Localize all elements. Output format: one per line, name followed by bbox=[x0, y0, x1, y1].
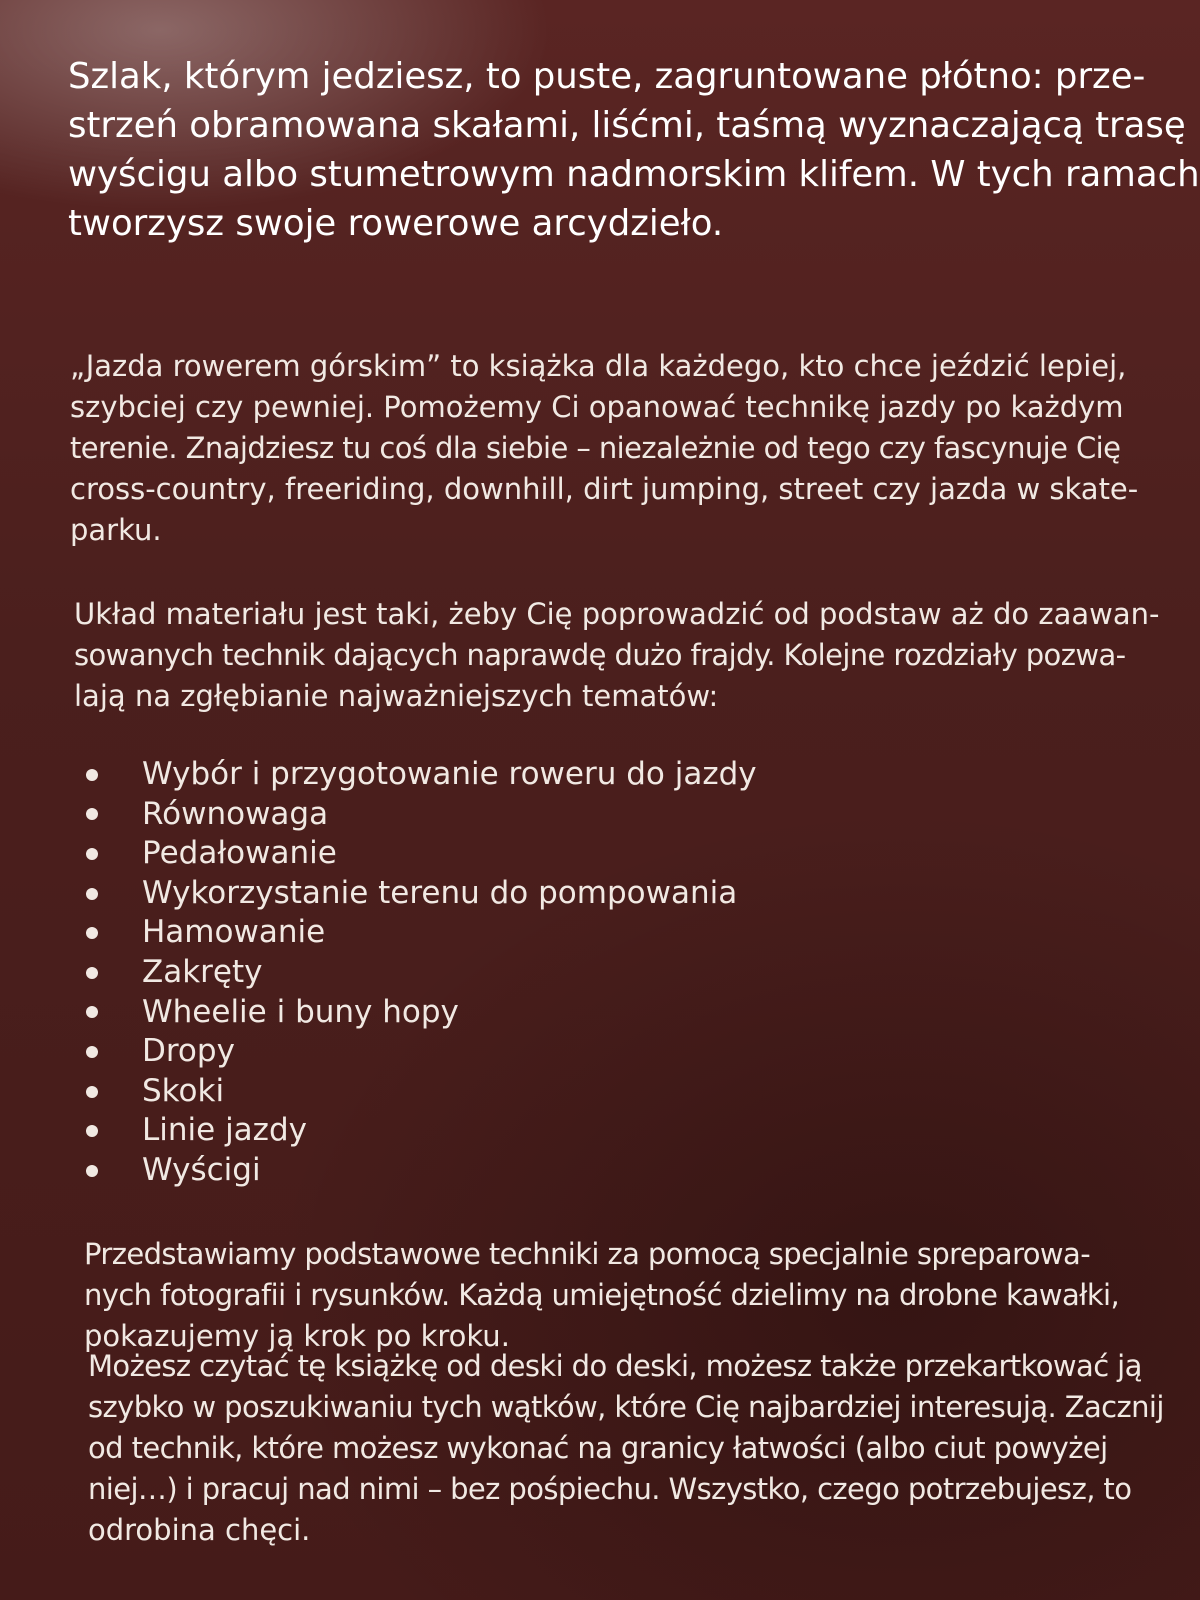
bullet-icon bbox=[86, 967, 98, 979]
intro-line: tworzysz swoje rowerowe arcydzieło. bbox=[68, 203, 724, 244]
text-line: szybko w poszukiwaniu tych wątków, które Cię najbardziej interesują. Zacznij bbox=[88, 1390, 1164, 1424]
topic-item bbox=[86, 1111, 757, 1151]
text-line: „Jazda rowerem górskim” to książka dla każdego, kto chce jeździć lepiej, bbox=[70, 349, 1127, 383]
topic-label: Skoki bbox=[142, 1072, 225, 1109]
bullet-icon bbox=[86, 769, 98, 781]
text-line: Przedstawiamy podstawowe techniki za pomocą specjalnie spreparowa- bbox=[84, 1237, 1091, 1271]
topic-item bbox=[86, 1151, 757, 1191]
intro-paragraph bbox=[68, 52, 1200, 248]
text-line: parku. bbox=[70, 513, 162, 547]
bullet-icon bbox=[86, 808, 98, 820]
topic-item bbox=[86, 834, 757, 874]
bullet-icon bbox=[86, 1086, 98, 1098]
topic-item bbox=[86, 953, 757, 993]
topic-item bbox=[86, 874, 757, 914]
topic-item bbox=[86, 795, 757, 835]
text-line: sowanych technik dających naprawdę dużo frajdy. Kolejne rozdziały pozwa- bbox=[74, 638, 1126, 672]
topic-label: Wybór i przygotowanie roweru do jazdy bbox=[142, 756, 757, 792]
techniques-paragraph bbox=[84, 1234, 1119, 1357]
topic-item bbox=[86, 913, 757, 953]
reading-advice-paragraph bbox=[88, 1346, 1164, 1551]
text-line: szybciej czy pewniej. Pomożemy Ci opanować technikę jazdy po każdym bbox=[70, 390, 1124, 424]
bullet-icon bbox=[86, 1006, 98, 1018]
topic-label: Linie jazdy bbox=[142, 1112, 307, 1149]
intro-line: strzeń obramowana skałami, liśćmi, taśmą wyznaczającą trasę bbox=[68, 105, 1186, 146]
bullet-icon bbox=[86, 888, 98, 900]
text-line: nych fotografii i rysunków. Każdą umiejętność dzielimy na drobne kawałki, bbox=[84, 1278, 1120, 1312]
text-line: od technik, które możesz wykonać na granicy łatwości (albo ciut powyżej bbox=[88, 1431, 1108, 1465]
bullet-icon bbox=[86, 848, 98, 860]
topic-label: Wykorzystanie terenu do pompowania bbox=[142, 874, 738, 911]
topic-label: Hamowanie bbox=[142, 914, 326, 951]
topic-label: Pedałowanie bbox=[142, 835, 337, 872]
topic-item bbox=[86, 755, 757, 795]
intro-line: wyścigu albo stumetrowym nadmorskim klifem. W tych ramach bbox=[68, 154, 1200, 195]
book-description-paragraph bbox=[70, 346, 1138, 551]
bullet-icon bbox=[86, 927, 98, 939]
text-line: niej…) i pracuj nad nimi – bez pośpiechu. Wszystko, czego potrzebujesz, to bbox=[88, 1472, 1132, 1506]
text-line: odrobina chęci. bbox=[88, 1513, 311, 1547]
topic-label: Równowaga bbox=[142, 795, 329, 832]
text-line: cross-country, freeriding, downhill, dirt jumping, street czy jazda w skate- bbox=[70, 472, 1139, 506]
topic-item bbox=[86, 1032, 757, 1072]
topic-label: Dropy bbox=[142, 1033, 235, 1070]
bullet-icon bbox=[86, 1165, 98, 1177]
text-line: Układ materiału jest taki, żeby Cię poprowadzić od podstaw aż do zaawan- bbox=[74, 597, 1160, 631]
topic-item bbox=[86, 1072, 757, 1112]
bullet-icon bbox=[86, 1046, 98, 1058]
bullet-icon bbox=[86, 1125, 98, 1137]
topic-label: Zakręty bbox=[142, 953, 263, 990]
intro-line: Szlak, którym jedziesz, to puste, zagruntowane płótno: prze- bbox=[68, 56, 1146, 97]
topic-item bbox=[86, 993, 757, 1033]
material-layout-paragraph bbox=[74, 594, 1159, 717]
topics-list bbox=[86, 755, 757, 1191]
text-line: lają na zgłębianie najważniejszych tematów: bbox=[74, 679, 719, 713]
text-line: Możesz czytać tę książkę od deski do deski, możesz także przekartkować ją bbox=[88, 1349, 1142, 1383]
text-line: pokazujemy ją krok po kroku. bbox=[84, 1319, 510, 1353]
topic-label: Wheelie i buny hopy bbox=[142, 993, 459, 1030]
topic-label: Wyścigi bbox=[142, 1151, 261, 1188]
text-line: terenie. Znajdziesz tu coś dla siebie – niezależnie od tego czy fascynuje Cię bbox=[70, 431, 1121, 465]
